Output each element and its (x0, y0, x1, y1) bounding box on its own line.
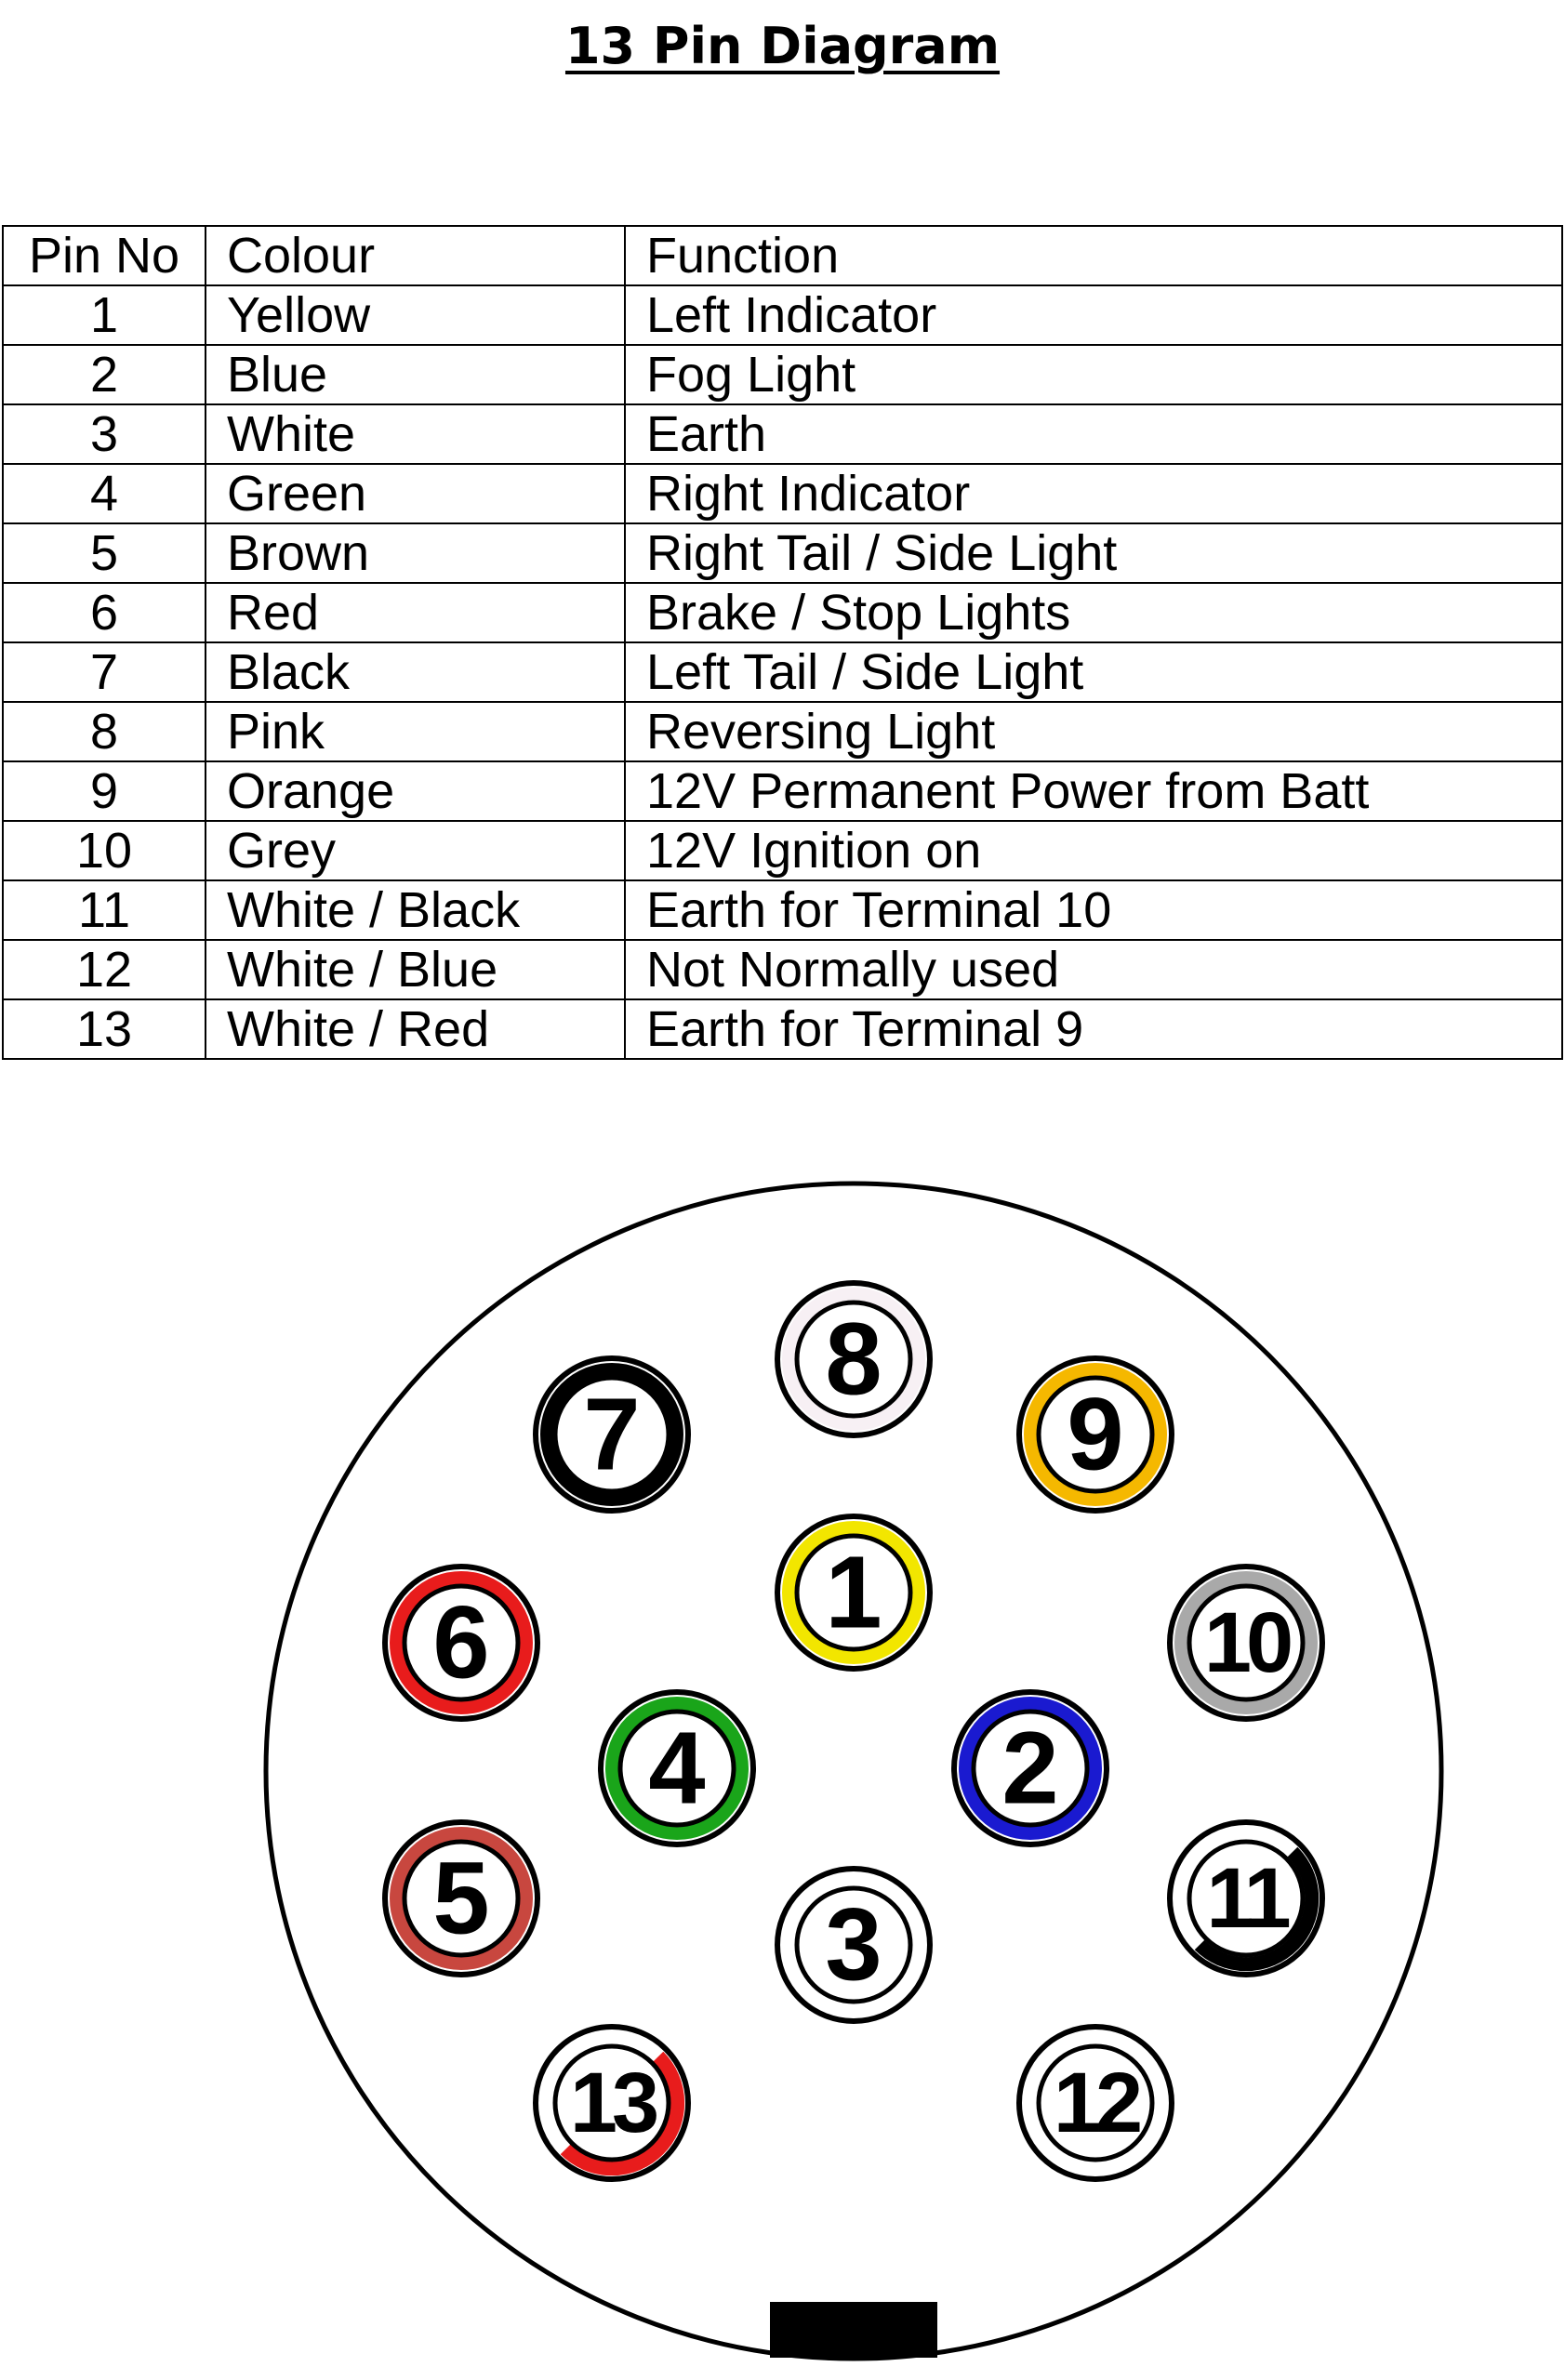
pin-table (2, 225, 1563, 1060)
pin-function: 12V Ignition on (625, 821, 1562, 880)
pin-11 (1170, 1822, 1322, 1975)
pin-number: 12 (3, 940, 206, 999)
pin-12 (1019, 2027, 1172, 2179)
socket-key-notch (770, 2302, 937, 2358)
pin-function: Left Indicator (625, 285, 1562, 345)
pin-number: 4 (3, 464, 206, 523)
pin-function: Earth for Terminal 9 (625, 999, 1562, 1059)
pin-function: Fog Light (625, 345, 1562, 404)
pin-function: Earth for Terminal 10 (625, 880, 1562, 940)
pin-colour: Brown (206, 523, 625, 583)
pin-9 (1019, 1358, 1172, 1511)
pin-function: Brake / Stop Lights (625, 583, 1562, 642)
table-header-row (3, 226, 1562, 285)
pin-colour: Blue (206, 345, 625, 404)
pin-colour: Black (206, 642, 625, 702)
pin-function: Left Tail / Side Light (625, 642, 1562, 702)
table-row (3, 583, 1562, 642)
pin-5 (385, 1822, 537, 1975)
pin-function: Right Tail / Side Light (625, 523, 1562, 583)
header-function: Function (625, 226, 1562, 285)
pin-colour: White / Black (206, 880, 625, 940)
pin-number: 9 (3, 761, 206, 821)
table-row (3, 999, 1562, 1059)
pin-number: 7 (3, 642, 206, 702)
pin-6 (385, 1567, 537, 1719)
pin-label: 12 (1053, 2056, 1138, 2150)
table-row (3, 345, 1562, 404)
pin-label: 8 (825, 1302, 882, 1417)
pin-function: Right Indicator (625, 464, 1562, 523)
pin-function: Reversing Light (625, 702, 1562, 761)
pin-label: 2 (1001, 1711, 1059, 1826)
pin-colour: Yellow (206, 285, 625, 345)
pin-label: 6 (432, 1585, 490, 1700)
pin-3 (777, 1869, 930, 2021)
pin-2 (954, 1692, 1107, 1844)
pin-colour: Green (206, 464, 625, 523)
table-row (3, 523, 1562, 583)
pin-8 (777, 1283, 930, 1435)
pin-colour: Orange (206, 761, 625, 821)
pin-number: 3 (3, 404, 206, 464)
pin-number: 6 (3, 583, 206, 642)
pin-label: 10 (1203, 1595, 1289, 1690)
pin-function: 12V Permanent Power from Batt (625, 761, 1562, 821)
pin-number: 2 (3, 345, 206, 404)
pin-4 (601, 1692, 753, 1844)
header-colour: Colour (206, 226, 625, 285)
pin-number: 5 (3, 523, 206, 583)
pin-1 (777, 1516, 930, 1669)
pin-colour: Red (206, 583, 625, 642)
pin-label: 13 (569, 2056, 655, 2150)
pin-number: 11 (3, 880, 206, 940)
table-row (3, 642, 1562, 702)
table-row (3, 404, 1562, 464)
pin-13 (536, 2027, 688, 2179)
table-row (3, 880, 1562, 940)
pin-colour: White (206, 404, 625, 464)
table-row (3, 761, 1562, 821)
pin-label: 9 (1067, 1377, 1124, 1492)
pin-label: 7 (583, 1377, 641, 1492)
pin-number: 1 (3, 285, 206, 345)
pin-number: 8 (3, 702, 206, 761)
connector-diagram (0, 1153, 1565, 2380)
pin-label: 3 (825, 1887, 882, 2003)
pin-7 (536, 1358, 688, 1511)
pin-function: Not Normally used (625, 940, 1562, 999)
table-row (3, 464, 1562, 523)
table-row (3, 940, 1562, 999)
pin-number: 10 (3, 821, 206, 880)
pin-colour: White / Red (206, 999, 625, 1059)
diagram-title: 13 Pin Diagram (564, 17, 1001, 75)
pin-label: 5 (432, 1841, 490, 1956)
pin-colour: White / Blue (206, 940, 625, 999)
pin-label: 1 (825, 1535, 882, 1650)
pin-label: 11 (1206, 1851, 1286, 1946)
header-pin-no: Pin No (3, 226, 206, 285)
pin-colour: Grey (206, 821, 625, 880)
pin-number: 13 (3, 999, 206, 1059)
pin-function: Earth (625, 404, 1562, 464)
pin-colour: Pink (206, 702, 625, 761)
table-row (3, 285, 1562, 345)
pin-10 (1170, 1567, 1322, 1719)
table-row (3, 702, 1562, 761)
pin-label: 4 (648, 1711, 706, 1826)
table-row (3, 821, 1562, 880)
